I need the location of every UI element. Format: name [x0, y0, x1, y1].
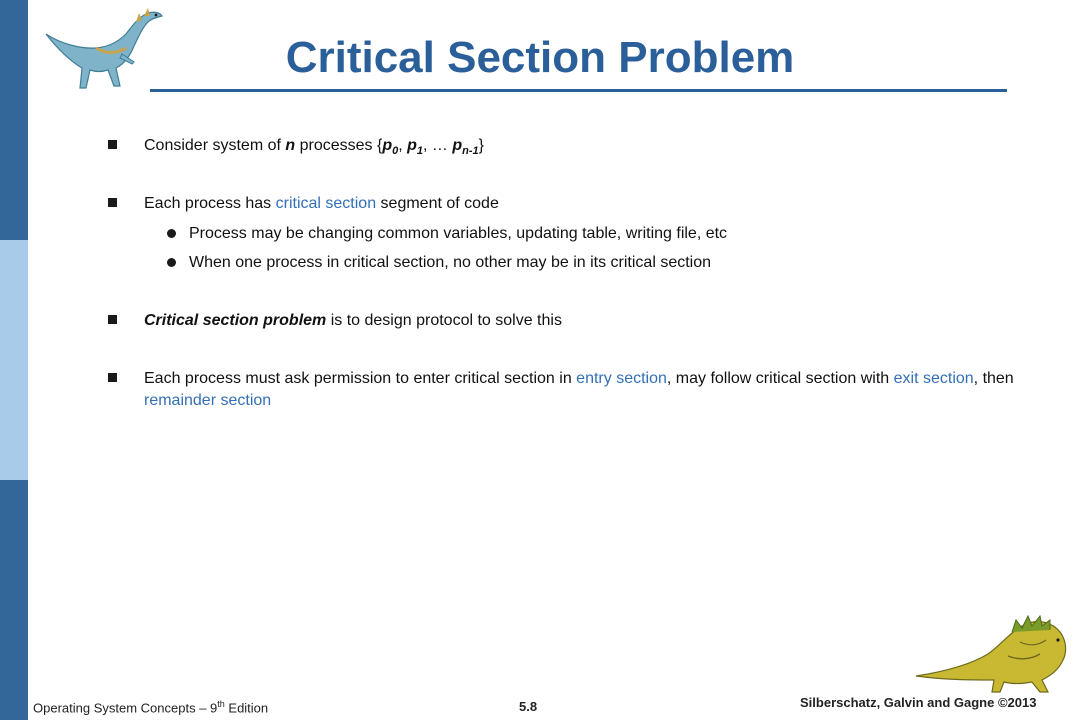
square-bullet-icon [108, 140, 117, 149]
subscript: 1 [416, 145, 424, 158]
bullet-text-part: , [398, 137, 408, 154]
variable-n: n [285, 137, 296, 154]
sidebar-stripe-middle [0, 240, 28, 480]
bullet-text-part: Each process must ask permission to enter critical section in [144, 370, 577, 387]
bullet-text-part: } [478, 137, 484, 154]
bullet-text-part: is to design protocol to solve this [326, 312, 562, 329]
bullet-text [144, 135, 1044, 162]
bullet-text-part: segment of code [376, 195, 499, 212]
term-critical-section-problem: Critical section problem [144, 312, 327, 329]
square-bullet-icon [108, 198, 117, 207]
subscript: 0 [392, 145, 399, 158]
sidebar-stripe-bottom [0, 480, 28, 720]
bullet-text [144, 368, 1044, 412]
bullet-text-part: processes { [295, 137, 383, 154]
term-exit-section: exit section [893, 370, 974, 387]
square-bullet-icon [108, 373, 117, 382]
slide-number: 5.8 [519, 699, 538, 714]
title-divider [150, 89, 1007, 92]
bullet-text-part: Consider system of [144, 137, 286, 154]
variable-p0: p [382, 137, 393, 154]
variable-p1: p [407, 137, 417, 154]
footer-authors: Silberschatz, Galvin and Gagne ©2013 [800, 695, 1037, 710]
dinosaur-icon [36, 4, 166, 92]
sidebar-stripe-top [0, 0, 28, 240]
sub-bullet-text: Process may be changing common variables, updating table, writing file, etc [189, 225, 728, 242]
round-bullet-icon [167, 229, 176, 238]
term-entry-section: entry section [576, 370, 667, 387]
footer-superscript: th [217, 699, 225, 709]
bullet-text-part: , may follow critical section with [666, 370, 894, 387]
bullet-text [144, 310, 1044, 332]
bullet-text-part: Each process has [144, 195, 276, 212]
footer-text-part: Operating System Concepts – 9 [33, 700, 218, 716]
sub-bullet-text: When one process in critical section, no other may be in its critical section [189, 254, 712, 271]
subscript: n-1 [462, 145, 479, 158]
footer-text-part: Edition [224, 700, 269, 716]
footer-book-title [33, 699, 268, 715]
term-remainder-section: remainder section [144, 392, 272, 409]
round-bullet-icon [167, 258, 176, 267]
dinosaur-icon [912, 606, 1072, 696]
variable-pn: p [452, 137, 463, 154]
page-title: Critical Section Problem [285, 33, 795, 82]
bullet-text-part: , … [423, 137, 453, 154]
bullet-text-part: , then [973, 370, 1014, 387]
bullet-text [144, 193, 1044, 215]
square-bullet-icon [108, 315, 117, 324]
term-critical-section: critical section [275, 195, 377, 212]
